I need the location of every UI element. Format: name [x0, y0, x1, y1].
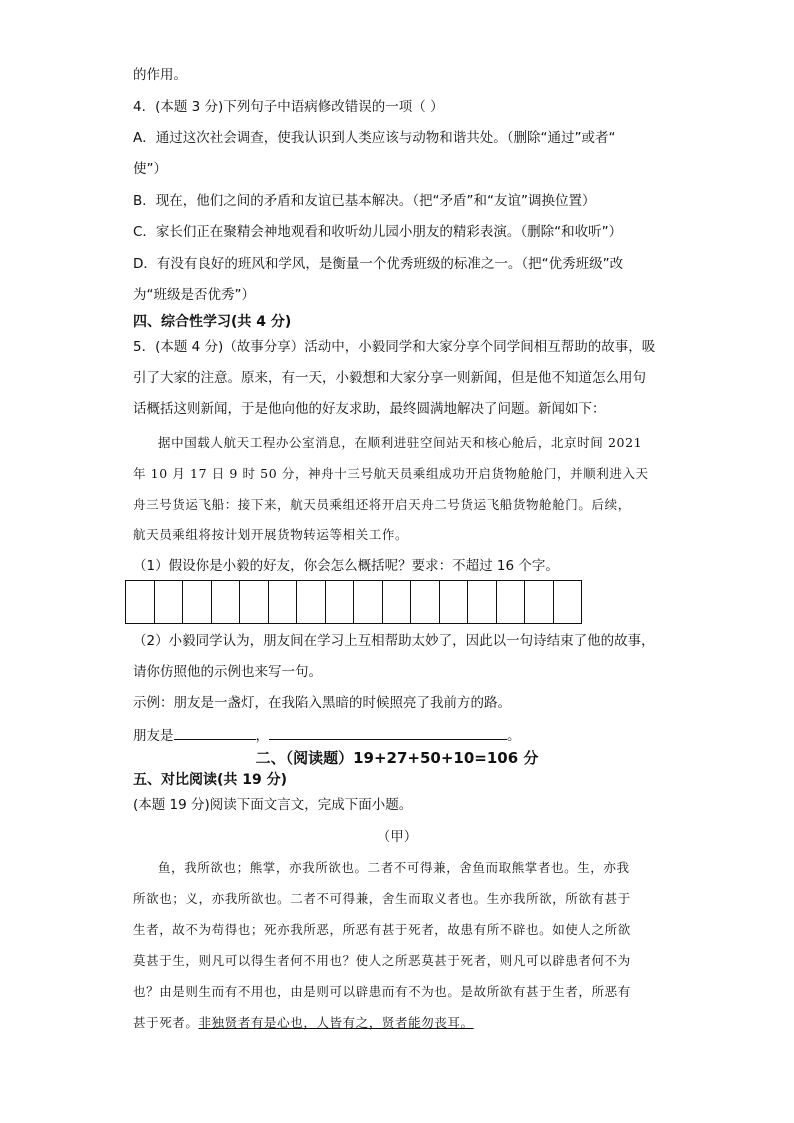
classical-line4: 莫甚于生，则凡可以得生者何不用也？使人之所恶莫甚于死者，则凡可以辟患者何不为: [133, 953, 631, 968]
sub-question-2-line1: （2）小毅同学认为，朋友间在学习上互相帮助太妙了，因此以一句诗结束了他的故事，: [133, 633, 655, 649]
fill-comma: ，: [255, 728, 269, 744]
answer-grid-cell[interactable]: [411, 581, 440, 623]
answer-grid-cell[interactable]: [212, 581, 240, 623]
classical-line2: 所欲也；义，亦我所欲也。二者不可得兼，舍生而取义者也。生亦我所欲，所欲有甚于: [133, 891, 631, 906]
news-line2: 年 10 月 17 日 9 时 50 分，神舟十三号航天员乘组成功开启货物舱舱门，并顺利进入天: [133, 466, 649, 481]
news-line3: 舟三号货运飞船：接下来，航天员乘组还将开启天舟二号货运飞船货物舱舱门。后续，: [133, 497, 631, 512]
option-b: B．现在，他们之间的矛盾和友谊已基本解决。（把“矛盾”和“友谊”调换位置）: [133, 193, 596, 209]
section-5-heading: 五、对比阅读(共 19 分): [133, 772, 288, 788]
answer-grid-cell[interactable]: [554, 581, 582, 623]
text-line: 的作用。: [133, 67, 187, 83]
blank-2[interactable]: [269, 725, 507, 740]
classical-line6: [133, 1014, 474, 1032]
answer-grid-cell[interactable]: [354, 581, 383, 623]
news-line1: 据中国载人航天工程办公室消息，在顺利进驻空间站天和核心舱后，北京时间 2021: [158, 435, 643, 450]
classical-underlined-sentence: 非独贤者有是心也，人皆有之，贤者能勿丧耳。: [198, 1015, 474, 1030]
answer-grid[interactable]: [125, 580, 582, 624]
question-5-line1: 5．(本题 4 分)（故事分享）活动中，小毅同学和大家分享个同学间相互帮助的故事，吸: [133, 339, 656, 355]
example-sentence: 示例：朋友是一盏灯，在我陷入黑暗的时候照亮了我前方的路。: [133, 695, 511, 711]
answer-grid-cell[interactable]: [269, 581, 297, 623]
sub-question-2-line2: 请你仿照他的示例也来写一句。: [133, 664, 322, 680]
section-4-heading: 四、综合性学习(共 4 分): [133, 314, 292, 330]
question-5-line3: 话概括这则新闻，于是他向他的好友求助，最终圆满地解决了问题。新闻如下：: [133, 401, 606, 417]
answer-grid-cell[interactable]: [326, 581, 354, 623]
question-4-stem: 4．(本题 3 分)下列句子中语病修改错误的一项（ ）: [133, 99, 444, 115]
classical-line6-plain: 甚于死者。: [133, 1015, 199, 1030]
answer-grid-cell[interactable]: [297, 581, 326, 623]
answer-grid-cell[interactable]: [183, 581, 212, 623]
option-d-line1: D．有没有良好的班风和学风，是衡量一个优秀班级的标准之一。（把“优秀班级”改: [133, 256, 624, 272]
passage-label-jia: （甲）: [376, 829, 418, 845]
answer-grid-cell[interactable]: [240, 581, 269, 623]
fill-prefix: 朋友是: [133, 728, 174, 744]
answer-grid-cell[interactable]: [383, 581, 411, 623]
answer-grid-cell[interactable]: [155, 581, 183, 623]
answer-grid-cell[interactable]: [468, 581, 497, 623]
classical-line1: 鱼，我所欲也；熊掌，亦我所欲也。二者不可得兼，舍鱼而取熊掌者也。生，亦我: [158, 860, 630, 875]
sub-question-1: （1）假设你是小毅的好友，你会怎么概括呢？要求：不超过 16 个字。: [133, 558, 559, 574]
fill-in-line: [133, 725, 521, 745]
option-c: C．家长们正在聚精会神地观看和收听幼儿园小朋友的精彩表演。（删除“和收听”）: [133, 224, 623, 240]
question-6-stem: (本题 19 分)阅读下面文言文，完成下面小题。: [133, 797, 413, 813]
option-a-line1: A．通过这次社会调查，使我认识到人类应该与动物和谐共处。（删除“通过”或者“: [133, 130, 616, 146]
answer-grid-cell[interactable]: [497, 581, 525, 623]
fill-end: 。: [507, 728, 521, 744]
question-5-line2: 引了大家的注意。原来，有一天，小毅想和大家分享一则新闻，但是他不知道怎么用句: [133, 370, 646, 386]
classical-line5: 也？由是则生而有不用也，由是则可以辟患而有不为也。是故所欲有甚于生者，所恶有: [133, 984, 631, 999]
option-a-line2: 使”）: [133, 161, 167, 177]
news-line4: 航天员乘组将按计划开展货物转运等相关工作。: [133, 527, 409, 542]
blank-1[interactable]: [174, 725, 256, 740]
part-2-heading: 二、（阅读题）19+27+50+10=106 分: [255, 749, 539, 767]
answer-grid-cell[interactable]: [440, 581, 468, 623]
option-d-line2: 为“班级是否优秀”）: [133, 287, 255, 303]
answer-grid-cell[interactable]: [126, 581, 155, 623]
classical-line3: 生者，故不为苟得也；死亦我所恶，所恶有甚于死者，故患有所不辟也。如使人之所欲: [133, 922, 631, 937]
answer-grid-cell[interactable]: [525, 581, 554, 623]
